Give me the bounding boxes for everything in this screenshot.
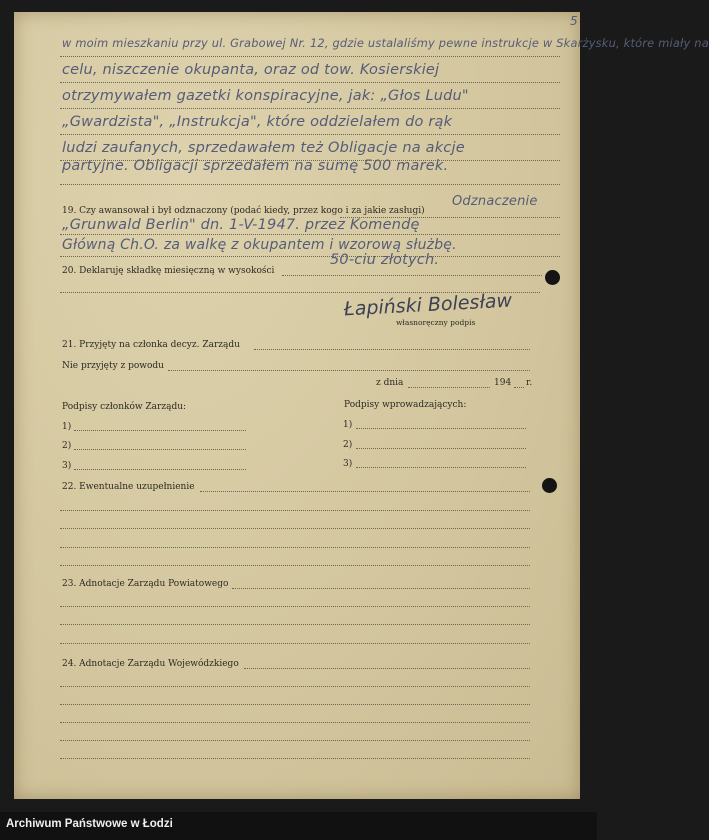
rejection-label: Nie przyjęty z powodu [62,361,164,371]
ruled-line [356,467,526,468]
ruled-line [200,491,530,492]
introducer-signature-row: 2) [343,440,353,450]
introducer-signatures-label: Podpisy wprowadzających: [344,400,467,410]
ruled-line [254,349,530,350]
archive-name: Archiwum Państwowe w Łodzi [6,818,173,830]
question-19-answer: Odznaczenie [452,194,538,209]
date-suffix: r. [526,378,533,388]
ruled-line [168,370,530,371]
ruled-line [356,428,526,429]
board-signature-row: 3) [62,461,72,471]
archive-footer [0,812,597,840]
ruled-line [60,624,530,625]
ruled-line [356,448,526,449]
introducer-signature-row: 1) [343,420,353,430]
board-signatures-label: Podpisy członków Zarządu: [62,402,187,412]
handwritten-line: w moim mieszkaniu przy ul. Grabowej Nr. 12, gdzie ustalaliśmy pewne instrukcje w Skarżysku, które miały na [62,36,709,50]
ruled-line [60,547,530,548]
ruled-line [60,565,530,566]
question-19-label: 19. Czy awansował i był odznaczony (podać kiedy, przez kogo i za jakie zasługi) [62,206,425,216]
ruled-line [60,643,530,644]
ruled-line [60,82,560,83]
handwritten-line: „Gwardzista", „Instrukcja", które oddzielałem do rąk [62,114,453,130]
punch-hole [542,478,557,493]
question-24-label: 24. Adnotacje Zarządu Wojewódzkiego [62,659,239,669]
ruled-line [60,256,560,257]
ruled-line [282,275,542,276]
question-22-label: 22. Ewentualne uzupełnienie [62,482,195,492]
ruled-line [60,234,560,235]
ruled-line [60,528,530,529]
ruled-line [244,668,530,669]
ruled-line [60,704,530,705]
applicant-signature: Łapiński Bolesław [343,289,513,321]
ruled-line [340,217,560,218]
date-year: 194 [494,378,512,388]
ruled-line [408,387,490,388]
question-20-answer: 50-ciu złotych. [330,252,440,268]
ruled-line [60,606,530,607]
board-signature-row: 1) [62,422,72,432]
question-20-label: 20. Deklaruję składkę miesięczną w wysokości [62,266,275,276]
introducer-signature-row: 3) [343,459,353,469]
ruled-line [60,510,530,511]
question-19-answer: Główną Ch.O. za walkę z okupantem i wzorową służbę. [62,237,457,253]
ruled-line [232,588,530,589]
question-21-label: 21. Przyjęty na członka decyz. Zarządu [62,340,240,350]
ruled-line [60,740,530,741]
page-number: 5 [570,14,578,28]
ruled-line [60,758,530,759]
handwritten-line: otrzymywałem gazetki konspiracyjne, jak: „Głos Ludu" [62,88,469,104]
handwritten-line: partyjne. Obligacji sprzedałem na sumę 500 marek. [62,158,449,174]
question-19-answer: „Grunwald Berlin" dn. 1-V-1947. przez Komendę [62,217,420,233]
ruled-line [60,108,560,109]
ruled-line [60,184,560,185]
ruled-line [60,160,560,161]
punch-hole [545,270,560,285]
ruled-line [514,387,524,388]
ruled-line [74,430,246,431]
handwritten-line: celu, niszczenie okupanta, oraz od tow. Kosierskiej [62,62,440,78]
ruled-line [74,469,246,470]
handwritten-line: ludzi zaufanych, sprzedawałem też Obligacje na akcje [62,140,465,156]
board-signature-row: 2) [62,441,72,451]
ruled-line [60,722,530,723]
ruled-line [74,449,246,450]
signature-caption: własnoręczny podpis [396,318,476,327]
date-label: z dnia [376,378,404,388]
ruled-line [60,56,560,57]
ruled-line [60,134,560,135]
question-23-label: 23. Adnotacje Zarządu Powiatowego [62,579,229,589]
ruled-line [60,686,530,687]
